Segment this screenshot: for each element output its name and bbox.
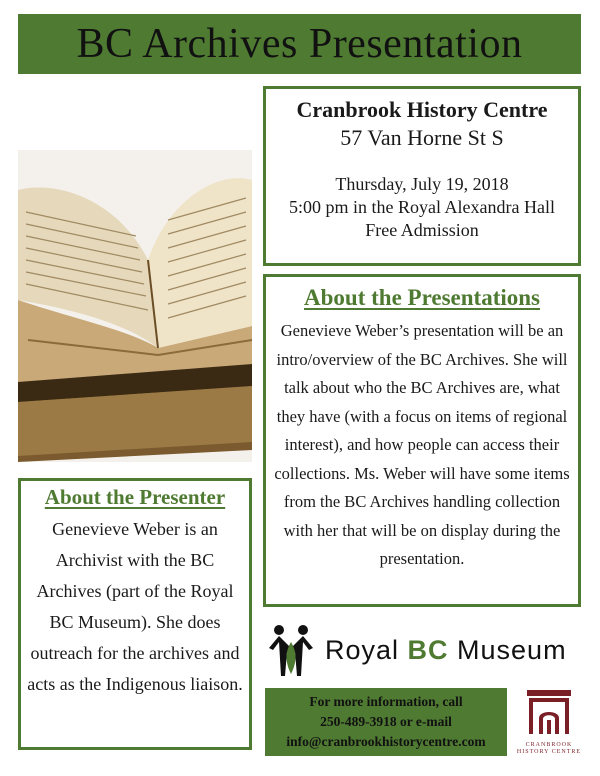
contact-line-1: For more information, call: [309, 694, 463, 709]
title-banner: [18, 14, 581, 74]
about-presentations-box: [263, 274, 581, 607]
event-details-box: [263, 86, 581, 266]
museum-figures-icon: [263, 622, 319, 678]
building-icon: [525, 688, 573, 738]
venue-name: Cranbrook History Centre: [296, 97, 548, 122]
museum-wordmark: Royal BC Museum: [325, 634, 567, 665]
page-title: BC Archives Presentation: [76, 21, 523, 67]
about-presenter-heading: About the Presenter: [44, 485, 226, 509]
event-time-place: 5:00 pm in the Royal Alexandra Hall: [289, 197, 555, 217]
contact-email: info@cranbrookhistorycentre.com: [286, 734, 486, 749]
contact-line-2: 250-489-3918 or e-mail: [320, 714, 452, 729]
about-presenter-box: [18, 478, 252, 750]
chc-logo-line1: CRANBROOK: [525, 742, 573, 748]
chc-logo-line2: HISTORY CENTRE: [516, 749, 582, 755]
open-book-image: [18, 150, 252, 462]
about-presenter-text: Genevieve Weber is an Archivist with the BC Archives (part of the Royal BC Museum). She does outreach for the archives and acts as the Indigenous liaison.: [27, 519, 243, 694]
about-presentations-heading: About the Presentations: [304, 285, 540, 310]
venue-address: 57 Van Horne St S: [340, 125, 504, 150]
cranbrook-history-centre-logo: [516, 688, 582, 760]
royal-bc-museum-logo: [263, 620, 581, 680]
about-presentations-text: Genevieve Weber’s presentation will be an intro/overview of the BC Archives. She will talk about who the BC Archives are, what they have (with a focus on items of regional interest), and how people can access their collections. Ms. Weber will have some items from the BC Archives handling collection with her that will be on display during the presentation.: [274, 321, 570, 568]
event-admission: Free Admission: [365, 220, 479, 240]
event-date: Thursday, July 19, 2018: [335, 174, 509, 194]
contact-info-box: [265, 688, 507, 756]
